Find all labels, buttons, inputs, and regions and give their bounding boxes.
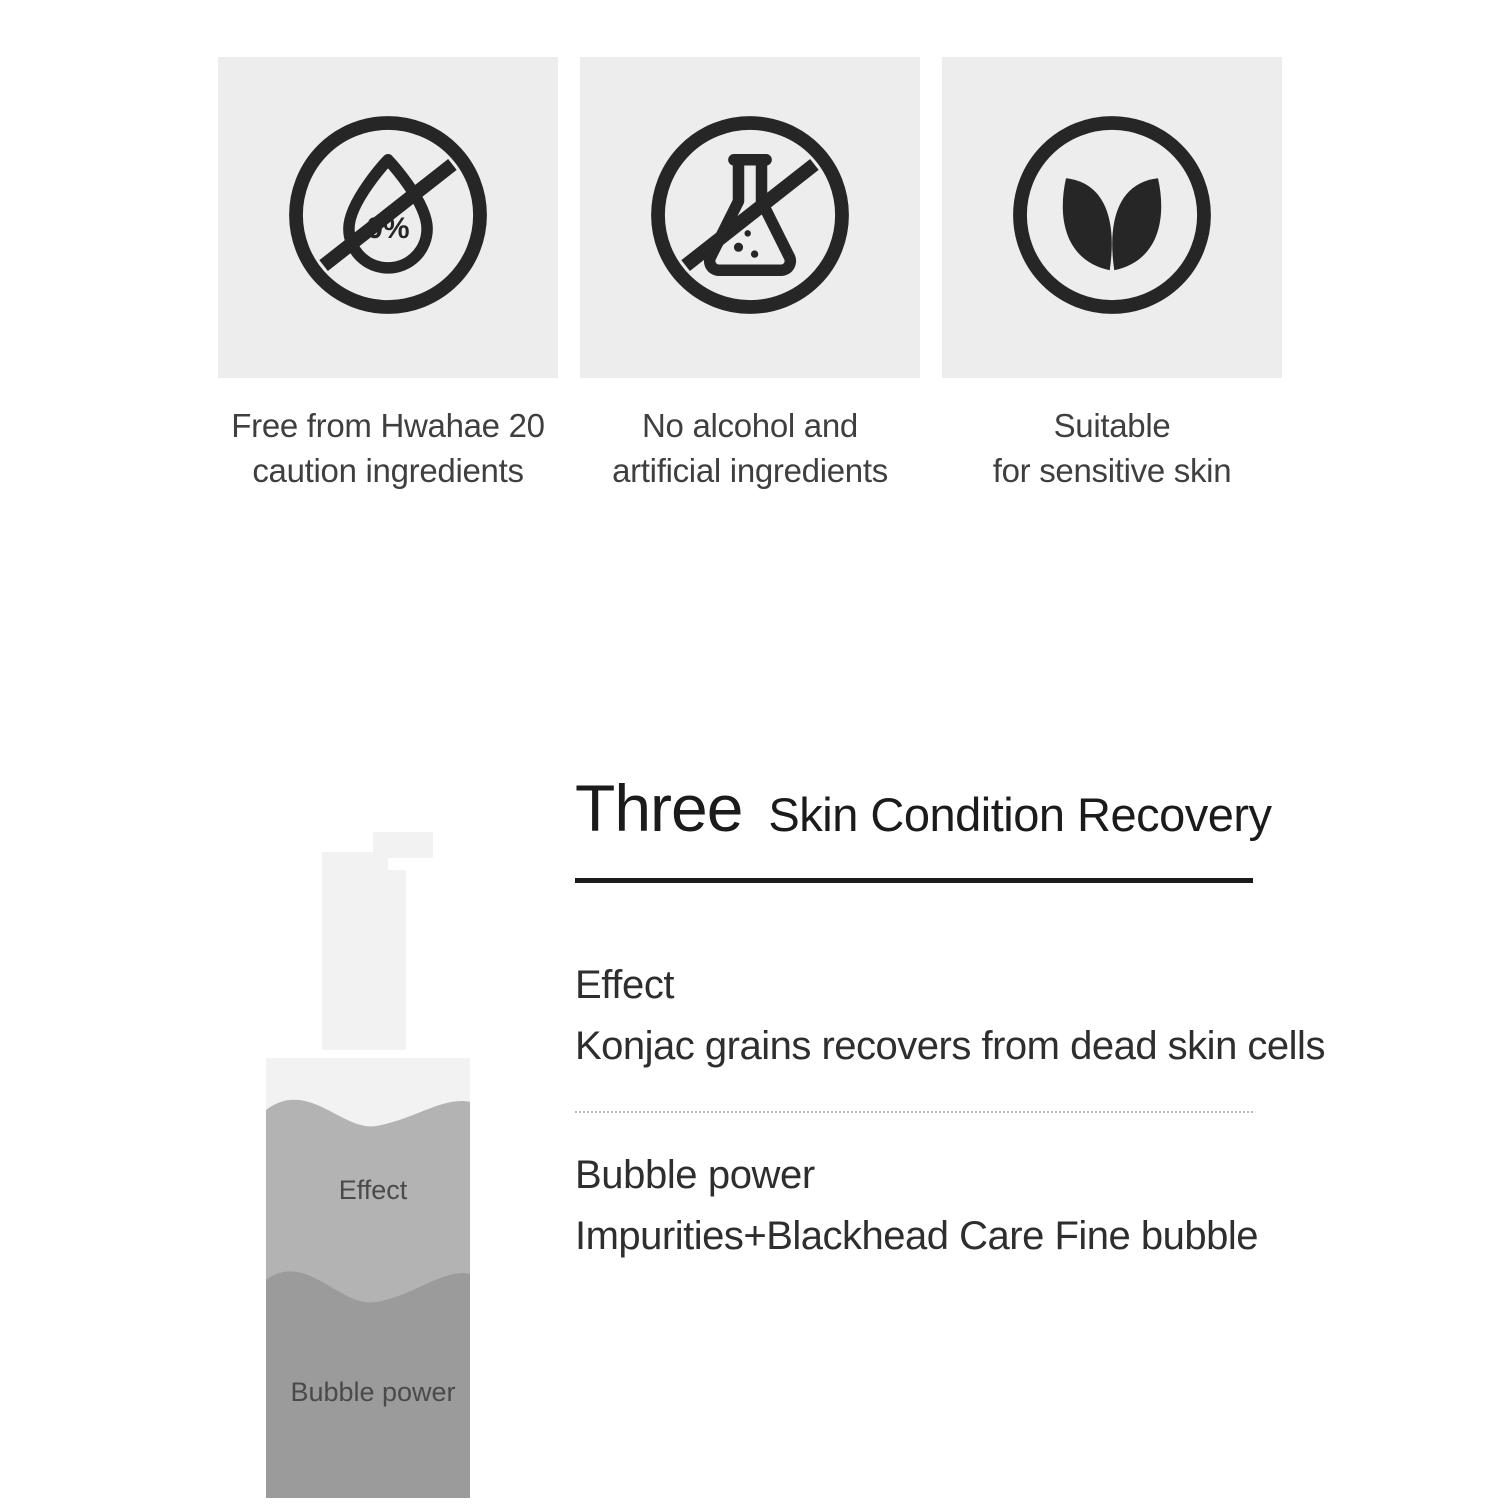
benefit-description: Konjac grains recovers from dead skin cells [575,1024,1325,1068]
benefit-block-bubble [575,1153,1365,1259]
bottle-bubble-label: Bubble power [290,1377,456,1407]
feature-item [580,57,920,493]
feature-caption [218,404,558,493]
headline-sub: Skin Condition Recovery [768,788,1272,841]
caption-line: No alcohol and [642,407,858,444]
caption-line: Suitable [1053,407,1171,444]
three-recovery-section [0,770,1500,1500]
feature-tile [942,57,1282,378]
headline-rule [575,878,1253,883]
no-chemical-flask-icon [635,100,865,335]
headline-strong: Three [575,771,743,845]
svg-text:0%: 0% [366,212,410,245]
feature-tile [218,57,558,378]
caption-line: Free from Hwahae 20 [231,407,545,444]
leaf-circle-icon [997,100,1227,335]
benefit-divider [575,1111,1253,1113]
feature-caption [580,404,920,493]
caption-line: artificial ingredients [612,451,888,489]
bottle-effect-label: Effect [338,1175,408,1205]
feature-item [942,57,1282,493]
benefit-block-effect [575,963,1365,1069]
feature-row [218,57,1282,493]
feature-caption [942,404,1282,493]
product-bottle-illustration [248,810,498,1500]
feature-tile [580,57,920,378]
no-water-drop-icon [273,100,503,335]
benefit-title: Bubble power [575,1153,815,1197]
recovery-content [575,770,1365,1259]
caption-line: caution ingredients [252,451,524,489]
section-headline [575,770,1365,858]
caption-line: for sensitive skin [992,451,1232,489]
benefit-description: Impurities+Blackhead Care Fine bubble [575,1214,1259,1258]
feature-item [218,57,558,493]
benefit-title: Effect [575,963,675,1007]
